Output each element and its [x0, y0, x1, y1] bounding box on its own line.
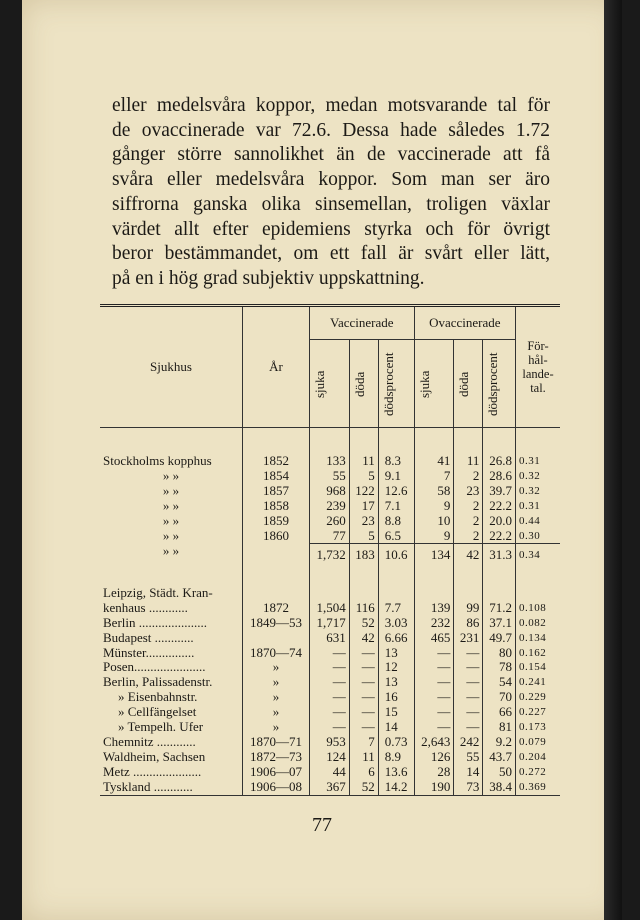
cell-ratio: 0.079 [519, 736, 547, 748]
cell-v-sick: — [310, 660, 350, 675]
cell-ratio: 0.162 [519, 646, 547, 659]
table-row [100, 660, 560, 675]
book-page [22, 0, 622, 920]
cell-v-pct: 6.66 [378, 631, 414, 646]
cell-ratio: 0.44 [519, 514, 541, 527]
cell-ratio: 0.082 [519, 616, 547, 629]
cell-u-dead: 2 [454, 499, 483, 514]
table-row [100, 646, 560, 661]
cell-v-pct: 13 [378, 646, 414, 661]
table-row [100, 780, 560, 795]
cell-v-dead: 11 [349, 428, 378, 469]
cell-u-pct: 9.2 [483, 735, 516, 750]
cell-ratio: 0.154 [519, 661, 547, 674]
cell-v-pct: 14.2 [378, 780, 414, 795]
cell-year: 1906—07 [243, 765, 310, 780]
cell-v-dead: 183 [349, 544, 378, 586]
ratio-line: hål- [528, 353, 548, 367]
cell-year: 1860 [243, 529, 310, 544]
cell-u-pct: 38.4 [483, 780, 516, 795]
cell-v-dead: 17 [349, 499, 378, 514]
cell-u-dead: — [454, 660, 483, 675]
cell-v-pct: 6.5 [378, 529, 414, 544]
cell-v-sick: 953 [310, 735, 350, 750]
cell-u-dead: 55 [454, 750, 483, 765]
cell-u-dead: 2 [454, 469, 483, 484]
table-row [100, 750, 560, 765]
cell-year: 1858 [243, 499, 310, 514]
table-row [100, 514, 560, 529]
cell-u-sick: 139 [414, 601, 454, 616]
cell-u-sick: 10 [414, 514, 454, 529]
para-line: beror bestämmandet, om ett fall är svårt eller lätt, [112, 243, 550, 265]
cell-year: 1852 [243, 428, 310, 469]
cell-year: » [243, 705, 310, 720]
table-row [100, 428, 560, 469]
cell-v-pct: 12 [378, 660, 414, 675]
cell-u-dead: — [454, 646, 483, 661]
cell-hospital: Berlin, Palissadenstr. [100, 675, 243, 690]
table-subtotal [100, 544, 560, 586]
cell-u-pct: 70 [483, 690, 516, 705]
v-sick-label: sjuka [312, 369, 327, 398]
cell-v-pct: 15 [378, 705, 414, 720]
cell-hospital: » » [100, 469, 243, 484]
col-u-dead [454, 340, 483, 428]
cell-hospital: Budapest ............ [100, 631, 243, 646]
cell-year: 1854 [243, 469, 310, 484]
cell-year: » [243, 675, 310, 690]
cell-v-pct: 8.8 [378, 514, 414, 529]
table-row [100, 484, 560, 499]
cell-u-pct: 22.2 [483, 529, 516, 544]
cell-u-dead: 2 [454, 514, 483, 529]
cell-hospital: » » [100, 529, 243, 544]
col-hospital: Sjukhus [100, 306, 243, 428]
cell-v-sick: — [310, 705, 350, 720]
table-row [100, 720, 560, 735]
table-row [100, 469, 560, 484]
cell-u-pct: 22.2 [483, 499, 516, 514]
cell-u-dead: — [454, 720, 483, 735]
cell-ratio: 0.108 [519, 601, 547, 614]
cell-hospital: Stockholms kopphus [100, 428, 243, 469]
para-line: på en i hög grad subjektiv uppskattning. [112, 267, 425, 289]
cell-ratio: 0.134 [519, 631, 547, 644]
cell-u-sick: 2,643 [414, 735, 454, 750]
cell-u-dead: 99 [454, 601, 483, 616]
cell-ratio: 0.204 [519, 750, 547, 763]
cell-u-dead: 242 [454, 735, 483, 750]
table-row [100, 586, 560, 601]
page-number: 77 [312, 814, 332, 836]
cell-year: 1859 [243, 514, 310, 529]
cell-u-pct: 66 [483, 705, 516, 720]
cell-v-sick: 1,717 [310, 616, 350, 631]
cell-u-sick: 7 [414, 469, 454, 484]
cell-hospital: » Cellfängelset [100, 705, 243, 720]
cell-v-pct: 13.6 [378, 765, 414, 780]
cell-u-dead: 231 [454, 631, 483, 646]
cell-v-dead: 7 [349, 735, 378, 750]
col-year: År [243, 306, 310, 428]
cell-v-sick: 968 [310, 484, 350, 499]
col-v-sick [310, 340, 350, 428]
cell-hospital: » » [100, 544, 243, 586]
cell-year: » [243, 660, 310, 675]
cell-u-sick: 134 [414, 544, 454, 586]
cell-ratio: 0.30 [519, 529, 541, 542]
cell-v-pct: 3.03 [378, 616, 414, 631]
cell-u-sick: 58 [414, 484, 454, 499]
cell-u-dead: 11 [454, 428, 483, 469]
cell-year: 1857 [243, 484, 310, 499]
cell-v-sick: 1,732 [310, 544, 350, 586]
cell-year: 1872 [243, 601, 310, 616]
cell-year [243, 586, 310, 601]
cell-ratio: 0.34 [516, 544, 561, 586]
cell-u-sick: 9 [414, 499, 454, 514]
col-u-sick [414, 340, 454, 428]
cell-u-pct: 54 [483, 675, 516, 690]
col-v-pct [378, 340, 414, 428]
cell-v-sick: 367 [310, 780, 350, 795]
para-line: de ovaccinerade var 72.6. Dessa hade således 1.72 [112, 119, 550, 141]
cell-v-pct: 16 [378, 690, 414, 705]
cell-u-pct: 39.7 [483, 484, 516, 499]
cell-ratio: 0.241 [519, 676, 547, 689]
cell-u-pct: 49.7 [483, 631, 516, 646]
cell-u-dead: — [454, 705, 483, 720]
ratio-line: För- [527, 339, 549, 353]
cell-hospital: Münster............... [100, 646, 243, 661]
cell-u-sick: 465 [414, 631, 454, 646]
cell-v-sick: — [310, 720, 350, 735]
cell-v-sick: 55 [310, 469, 350, 484]
cell-u-pct: 50 [483, 765, 516, 780]
cell-hospital: » » [100, 514, 243, 529]
table-row [100, 735, 560, 750]
cell-ratio: 0.272 [519, 765, 547, 778]
cell-hospital: » » [100, 499, 243, 514]
cell-u-dead: 23 [454, 484, 483, 499]
cell-u-dead: — [454, 690, 483, 705]
cell-v-dead: 6 [349, 765, 378, 780]
cell-v-pct: 7.7 [378, 601, 414, 616]
table-row [100, 675, 560, 690]
cell-u-sick: — [414, 690, 454, 705]
smallpox-table [100, 304, 560, 796]
cell-ratio: 0.229 [519, 691, 547, 704]
cell-v-sick [310, 586, 350, 601]
cell-u-pct: 81 [483, 720, 516, 735]
cell-year: 1849—53 [243, 616, 310, 631]
cell-v-sick: 77 [310, 529, 350, 544]
cell-u-pct: 31.3 [483, 544, 516, 586]
cell-ratio: 0.31 [519, 499, 541, 512]
cell-u-dead: 86 [454, 616, 483, 631]
cell-v-pct [378, 586, 414, 601]
cell-year: » [243, 690, 310, 705]
cell-ratio [516, 586, 561, 601]
cell-ratio: 0.31 [519, 455, 541, 467]
v-dead-label: döda [351, 370, 367, 397]
cell-hospital: Metz ..................... [100, 765, 243, 780]
cell-v-pct: 12.6 [378, 484, 414, 499]
group-vaccinated: Vaccinerade [310, 306, 415, 340]
cell-u-sick: — [414, 646, 454, 661]
group-unvaccinated: Ovaccinerade [414, 306, 515, 340]
para-line: svåra eller medelsvåra koppor. Som man ser äro [112, 169, 550, 191]
cell-u-pct: 71.2 [483, 601, 516, 616]
table-row [100, 765, 560, 780]
u-dead-label: döda [456, 370, 472, 397]
cell-v-dead: — [349, 660, 378, 675]
cell-v-dead: 52 [349, 616, 378, 631]
cell-hospital: » Tempelh. Ufer [100, 720, 243, 735]
cell-u-sick: — [414, 705, 454, 720]
cell-u-sick: 190 [414, 780, 454, 795]
table-row [100, 631, 560, 646]
cell-v-sick: 1,504 [310, 601, 350, 616]
cell-ratio: 0.369 [516, 780, 561, 795]
cell-u-sick: 41 [414, 428, 454, 469]
cell-v-pct: 10.6 [378, 544, 414, 586]
cell-v-dead: 42 [349, 631, 378, 646]
cell-year: » [243, 720, 310, 735]
table-body-stockholm [100, 428, 560, 544]
cell-v-dead: 122 [349, 484, 378, 499]
cell-ratio: 0.32 [519, 469, 541, 482]
table-row [100, 544, 560, 586]
cell-u-dead: 2 [454, 529, 483, 544]
cell-u-pct: 20.0 [483, 514, 516, 529]
para-line: eller medelsvåra koppor, medan motsvarande tal för [112, 95, 550, 116]
cell-v-pct: 0.73 [378, 735, 414, 750]
cell-u-dead: — [454, 675, 483, 690]
cell-hospital: Waldheim, Sachsen [100, 750, 243, 765]
table-body-other [100, 586, 560, 795]
table-row [100, 690, 560, 705]
cell-v-dead: 52 [349, 780, 378, 795]
table-row [100, 499, 560, 514]
cell-v-sick: 44 [310, 765, 350, 780]
cell-hospital: kenhaus ............ [100, 601, 243, 616]
cell-hospital: Chemnitz ............ [100, 735, 243, 750]
cell-v-pct: 13 [378, 675, 414, 690]
cell-v-dead: 116 [349, 601, 378, 616]
cell-u-sick: 28 [414, 765, 454, 780]
cell-v-pct: 9.1 [378, 469, 414, 484]
cell-v-dead: — [349, 646, 378, 661]
cell-u-pct: 26.8 [483, 428, 516, 469]
cell-v-sick: 124 [310, 750, 350, 765]
cell-v-dead: 5 [349, 469, 378, 484]
cell-u-dead [454, 586, 483, 601]
cell-v-dead: 23 [349, 514, 378, 529]
cell-year [243, 631, 310, 646]
cell-hospital: » » [100, 484, 243, 499]
cell-u-sick: — [414, 720, 454, 735]
cell-v-pct: 8.3 [378, 428, 414, 469]
cell-v-sick: — [310, 646, 350, 661]
u-pct-label: dödsprocent [485, 351, 501, 416]
cell-v-sick: 239 [310, 499, 350, 514]
cell-ratio: 0.173 [519, 721, 547, 734]
col-ratio [516, 306, 561, 428]
cell-u-sick: 232 [414, 616, 454, 631]
col-v-dead [349, 340, 378, 428]
col-u-pct [483, 340, 516, 428]
cell-v-dead: 5 [349, 529, 378, 544]
cell-v-dead: — [349, 705, 378, 720]
cell-hospital: Berlin ..................... [100, 616, 243, 631]
page-edge [604, 0, 622, 920]
cell-u-pct [483, 586, 516, 601]
cell-u-pct: 43.7 [483, 750, 516, 765]
cell-u-dead: 42 [454, 544, 483, 586]
cell-u-dead: 14 [454, 765, 483, 780]
cell-hospital: Leipzig, Städt. Kran- [100, 586, 243, 601]
cell-hospital: » Eisenbahnstr. [100, 690, 243, 705]
cell-v-dead: — [349, 675, 378, 690]
ratio-line: tal. [530, 381, 546, 395]
para-line: gånger större sannolikhet än de vaccinerade att få [112, 144, 550, 166]
cell-hospital: Tyskland ............ [100, 780, 243, 795]
table-row [100, 601, 560, 616]
cell-v-sick: 133 [310, 428, 350, 469]
cell-u-pct: 78 [483, 660, 516, 675]
cell-year: 1870—74 [243, 646, 310, 661]
cell-u-sick: 126 [414, 750, 454, 765]
cell-v-dead [349, 586, 378, 601]
cell-v-sick: — [310, 690, 350, 705]
u-sick-label: sjuka [416, 369, 432, 398]
cell-u-sick: — [414, 660, 454, 675]
cell-u-pct: 80 [483, 646, 516, 661]
cell-year: 1872—73 [243, 750, 310, 765]
cell-u-pct: 37.1 [483, 616, 516, 631]
cell-ratio: 0.32 [519, 484, 541, 497]
cell-u-pct: 28.6 [483, 469, 516, 484]
cell-hospital: Posen...................... [100, 660, 243, 675]
ratio-line: lande- [522, 367, 554, 381]
cell-v-dead: — [349, 720, 378, 735]
cell-year: 1906—08 [243, 780, 310, 795]
cell-ratio: 0.227 [519, 706, 547, 719]
table-header [100, 306, 560, 428]
v-pct-label: dödsprocent [380, 351, 396, 416]
cell-v-pct: 7.1 [378, 499, 414, 514]
cell-u-dead: 73 [454, 780, 483, 795]
cell-v-pct: 14 [378, 720, 414, 735]
cell-year: 1870—71 [243, 735, 310, 750]
cell-year [243, 544, 310, 586]
para-line: siffrorna ganska olika sinsemellan, troligen växlar [112, 193, 550, 215]
cell-u-sick [414, 586, 454, 601]
body-paragraph [112, 94, 550, 292]
cell-v-sick: — [310, 675, 350, 690]
cell-u-sick: 9 [414, 529, 454, 544]
table-row [100, 529, 560, 544]
cell-v-sick: 631 [310, 631, 350, 646]
cell-v-pct: 8.9 [378, 750, 414, 765]
cell-u-sick: — [414, 675, 454, 690]
table-row [100, 705, 560, 720]
para-line: värdet allt efter epidemiens styrka och för övrigt [112, 218, 550, 240]
cell-v-dead: — [349, 690, 378, 705]
cell-v-dead: 11 [349, 750, 378, 765]
table-row [100, 616, 560, 631]
cell-v-sick: 260 [310, 514, 350, 529]
